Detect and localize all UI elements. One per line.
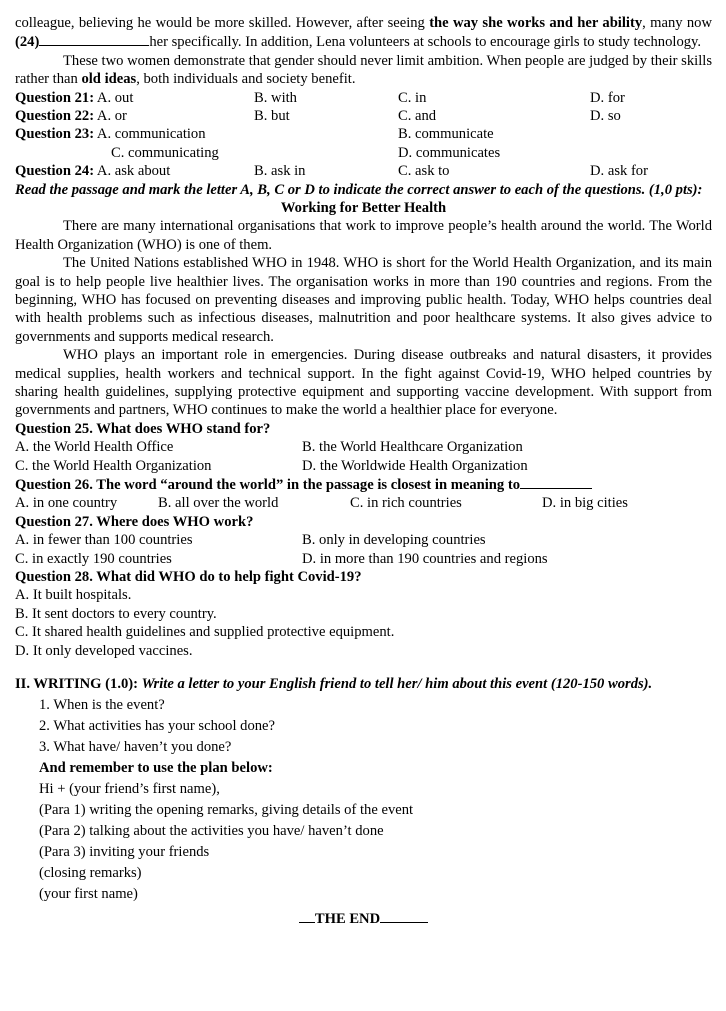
end-line-right	[380, 909, 428, 923]
reading-paragraph-2: The United Nations established WHO in 1948. WHO is short for the World Health Organization, and its main goal is to help people live healthier lives. The organisation works in more than 190 countries and regions. From the beginning, WHO has focused on preventing diseases and improving public health. Today, WHO helps countries deal with health problems such as infectious diseases, malnutrition and poor healthcare systems. It also gives advice to governments and supports medical research.	[15, 255, 712, 345]
option-a[interactable]: A. It built hospitals.	[15, 587, 132, 604]
question-28-stem: Question 28. What did WHO do to help fight Covid-19?	[15, 569, 362, 586]
writing-prompt: Write a letter to your English friend to tell her/ him about this event (120-150 words).	[141, 676, 653, 693]
option-c[interactable]: C. in rich countries	[350, 495, 462, 512]
the-end-text: THE END	[314, 911, 381, 928]
option-a[interactable]: A. or	[96, 108, 127, 125]
answer-blank-24[interactable]	[39, 32, 149, 46]
question-27-stem: Question 27. Where does WHO work?	[15, 513, 254, 530]
question-27-options-2	[15, 550, 712, 568]
writing-label: II. WRITING (1.0):	[15, 676, 142, 693]
option-d[interactable]: D. communicates	[398, 144, 501, 161]
option-c[interactable]: C. the World Health Organization	[15, 457, 212, 474]
option-a[interactable]: A. in one country	[15, 495, 118, 512]
question-label: Question 24:	[15, 163, 95, 180]
end-line-left	[299, 909, 315, 923]
question-25-options-1	[15, 438, 712, 456]
option-c[interactable]: C. ask to	[398, 163, 450, 180]
plan-item-para2: (Para 2) talking about the activities you have/ haven’t done	[39, 823, 384, 840]
question-label: Question 22:	[15, 108, 95, 125]
option-c[interactable]: C. in exactly 190 countries	[15, 550, 172, 567]
passage-continuation	[15, 14, 712, 52]
exam-page	[15, 14, 712, 928]
plan-title: And remember to use the plan below:	[39, 760, 273, 777]
option-a[interactable]: A. out	[96, 89, 134, 106]
option-d[interactable]: D. so	[590, 108, 621, 125]
question-label: Question 21:	[15, 89, 95, 106]
reading-paragraph-3: WHO plays an important role in emergencies. During disease outbreaks and natural disasters, it provides medical supplies, health workers and technical support. In the fight against Covid-19, WHO helped countries by sharing health guidelines, supplying protective equipment and supporting vaccine development. With support from governments and partners, WHO continues to make the world a healthier place for everyone.	[15, 347, 712, 419]
option-c[interactable]: C. and	[398, 108, 437, 125]
passage-text: , both individuals and society benefit.	[136, 71, 356, 88]
option-a[interactable]: A. the World Health Office	[15, 439, 174, 456]
option-d[interactable]: D. in more than 190 countries and regions	[302, 550, 548, 567]
option-b[interactable]: B. all over the world	[158, 495, 279, 512]
passage-text: ,	[642, 15, 646, 31]
option-d[interactable]: D. It only developed vaccines.	[15, 642, 193, 659]
writing-heading	[15, 674, 712, 695]
question-25-stem: Question 25. What does WHO stand for?	[15, 420, 271, 437]
option-b[interactable]: B. communicate	[398, 126, 494, 143]
option-b[interactable]: B. ask in	[254, 163, 306, 180]
writing-question-1: 1. When is the event?	[39, 697, 165, 714]
option-b[interactable]: B. It sent doctors to every country.	[15, 605, 217, 622]
question-25-options-2	[15, 457, 712, 475]
passage-text: colleague, believing he would be more skilled. However, after seeing	[15, 15, 430, 31]
gap-number-24: (24)	[15, 34, 40, 51]
passage-bold-text: old ideas	[81, 71, 137, 88]
passage-title: Working for Better Health	[280, 199, 447, 216]
question-24	[15, 162, 712, 180]
passage-bold-text: the way she works and her ability	[429, 15, 643, 31]
option-a[interactable]: A. ask about	[96, 163, 171, 180]
question-26-options	[15, 494, 712, 512]
option-a[interactable]: A. communication	[96, 126, 206, 143]
option-c[interactable]: C. It shared health guidelines and supplied protective equipment.	[15, 624, 395, 641]
question-21	[15, 89, 712, 107]
question-27-options-1	[15, 531, 712, 549]
plan-item-signature: (your first name)	[39, 886, 138, 903]
spacer	[15, 660, 712, 674]
plan-item-para1: (Para 1) writing the opening remarks, giving details of the event	[39, 802, 414, 819]
option-d[interactable]: D. ask for	[590, 163, 648, 180]
question-22	[15, 107, 712, 125]
plan-item-greeting: Hi + (your friend’s first name),	[39, 781, 220, 798]
option-b[interactable]: B. only in developing countries	[302, 532, 486, 549]
option-c[interactable]: C. in	[398, 89, 427, 106]
writing-body	[15, 695, 712, 905]
question-26-stem	[15, 475, 712, 494]
passage-text: These two women demonstrate that gender should never limit ambition. When people are judged by their skills rather than	[15, 52, 712, 88]
reading-instruction: Read the passage and mark the letter A, B, C or D to indicate the correct answer to each of the questions. (1,0 pts):	[15, 181, 703, 198]
option-d[interactable]: D. the Worldwide Health Organization	[302, 457, 528, 474]
question-23	[15, 125, 712, 143]
option-d[interactable]: D. for	[590, 89, 625, 106]
option-b[interactable]: B. but	[254, 108, 290, 125]
passage-paragraph	[15, 52, 712, 89]
option-d[interactable]: D. in big cities	[542, 495, 628, 512]
plan-item-closing: (closing remarks)	[39, 865, 142, 882]
writing-question-3: 3. What have/ haven’t you done?	[39, 739, 232, 756]
option-c[interactable]: C. communicating	[111, 144, 219, 161]
question-26-text: Question 26. The word “around the world” in the passage is closest in meaning to	[15, 477, 521, 494]
the-end	[15, 909, 712, 928]
passage-text: many now	[650, 15, 712, 31]
answer-blank-26[interactable]	[520, 475, 592, 489]
plan-item-para3: (Para 3) inviting your friends	[39, 844, 210, 861]
passage-text: her specifically. In addition, Lena volunteers at schools to encourage girls to study technology.	[149, 34, 702, 51]
question-23-cont	[15, 144, 712, 162]
option-b[interactable]: B. the World Healthcare Organization	[302, 439, 523, 456]
question-label: Question 23:	[15, 126, 95, 143]
option-a[interactable]: A. in fewer than 100 countries	[15, 532, 193, 549]
option-b[interactable]: B. with	[254, 89, 297, 106]
writing-question-2: 2. What activities has your school done?	[39, 718, 276, 735]
reading-paragraph-1: There are many international organisations that work to improve people’s health around the world. The World Health Organization (WHO) is one of them.	[15, 218, 712, 253]
